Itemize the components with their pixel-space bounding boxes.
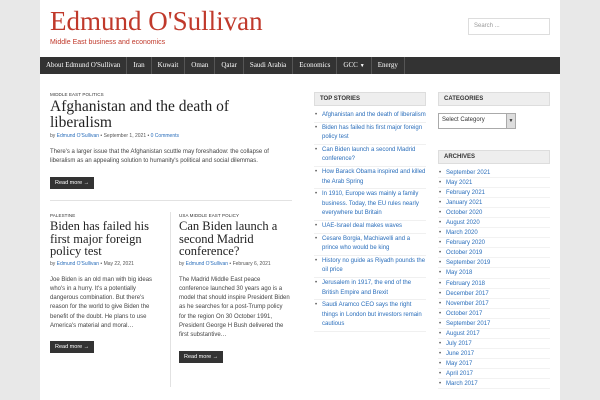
page bbox=[40, 0, 560, 400]
nav-item-gcc[interactable] bbox=[337, 57, 371, 74]
post-meta: by Edmund O'Sullivan • September 1, 2021 • 0 Comments bbox=[50, 133, 179, 139]
list-item[interactable]: • May 2018 bbox=[438, 268, 550, 278]
post-author[interactable]: Edmund O'Sullivan bbox=[56, 260, 100, 267]
list-item[interactable]: • Afghanistan and the death of liberalism bbox=[314, 110, 426, 123]
nav-item-kuwait[interactable]: Kuwait bbox=[152, 57, 186, 74]
read-more-button[interactable]: Read more → bbox=[50, 341, 94, 353]
post-meta: by Edmund O'Sullivan • May 22, 2021 bbox=[50, 260, 134, 267]
post-date: May 22, 2021 bbox=[103, 260, 134, 267]
list-item[interactable]: • March 2017 bbox=[438, 379, 550, 389]
widget-title: CATEGORIES bbox=[438, 92, 550, 106]
post-category[interactable]: PALESTINE bbox=[50, 213, 76, 218]
post-category[interactable]: USA MIDDLE EAST POLICY bbox=[179, 213, 240, 218]
list-item[interactable]: • September 2019 bbox=[438, 258, 550, 268]
nav-item-about[interactable]: About Edmund O'Sullivan bbox=[40, 57, 127, 74]
list-item[interactable]: • April 2017 bbox=[438, 369, 550, 379]
site-description: Middle East business and economics bbox=[50, 39, 166, 46]
post-meta: by Edmund O'Sullivan • February 6, 2021 bbox=[179, 260, 271, 267]
post-author[interactable]: Edmund O'Sullivan bbox=[185, 260, 229, 267]
nav-item-energy[interactable]: Energy bbox=[372, 57, 405, 74]
top-stories-widget bbox=[314, 92, 426, 332]
list-item[interactable]: • March 2020 bbox=[438, 228, 550, 238]
post-excerpt: Joe Biden is an old man with big ideas who's in a hurry. It's a potentially dangerous combination. But there's reason for the world to give Biden the benefit of the doubt. He plans to use America's material and moral… bbox=[50, 276, 153, 329]
nav-item-iran[interactable]: Iran bbox=[127, 57, 151, 74]
list-item[interactable]: • December 2017 bbox=[438, 289, 550, 299]
read-more-button[interactable]: Read more → bbox=[179, 351, 223, 363]
post-date: February 6, 2021 bbox=[232, 260, 271, 267]
read-more-button[interactable]: Read more → bbox=[50, 177, 94, 189]
nav-item-saudi-arabia[interactable]: Saudi Arabia bbox=[244, 57, 293, 74]
chevron-down-icon: ▼ bbox=[506, 114, 515, 128]
list-item[interactable]: • May 2021 bbox=[438, 178, 550, 188]
list-item[interactable]: • History no guide as Riyadh pounds the oil price bbox=[314, 256, 426, 278]
post-comments[interactable]: 0 Comments bbox=[150, 133, 179, 139]
post-author[interactable]: Edmund O'Sullivan bbox=[56, 133, 100, 139]
list-item[interactable]: • Can Biden launch a second Madrid conference? bbox=[314, 145, 426, 167]
divider bbox=[50, 200, 292, 201]
category-select[interactable] bbox=[438, 113, 516, 129]
categories-widget bbox=[438, 92, 550, 129]
list-item[interactable]: • September 2017 bbox=[438, 319, 550, 329]
list-item[interactable]: • Jerusalem in 1917, the end of the British Empire and Brexit bbox=[314, 278, 426, 300]
list-item[interactable]: • November 2017 bbox=[438, 299, 550, 309]
nav-item-gcc-label: GCC bbox=[343, 61, 358, 69]
site-title[interactable]: Edmund O'Sullivan bbox=[50, 6, 263, 36]
list-item[interactable]: • August 2020 bbox=[438, 218, 550, 228]
post-category[interactable]: MIDDLE EAST POLITICS bbox=[50, 92, 104, 97]
post-title[interactable]: Afghanistan and the death of liberalism bbox=[50, 98, 230, 131]
list-item[interactable]: • October 2020 bbox=[438, 208, 550, 218]
divider bbox=[170, 212, 171, 387]
post-excerpt: The Madrid Middle East peace conference launched 30 years ago is a model that should inspire President Biden as he searches for a post-Trump policy for the region On 30 October 1991, President George H Bush delivered the first substantive… bbox=[179, 276, 290, 339]
nav-item-economics[interactable]: Economics bbox=[293, 57, 337, 74]
widget-title: ARCHIVES bbox=[438, 150, 550, 164]
list-item[interactable]: • Saudi Aramco CEO says the right things in London but investors remain cautious bbox=[314, 300, 426, 332]
post-date: September 1, 2021 bbox=[103, 133, 147, 139]
list-item[interactable]: • February 2018 bbox=[438, 279, 550, 289]
list-item[interactable]: • Biden has failed his first major foreign policy test bbox=[314, 123, 426, 145]
archives-widget bbox=[438, 150, 550, 389]
list-item[interactable]: • September 2021 bbox=[438, 168, 550, 178]
widget-title: TOP STORIES bbox=[314, 92, 426, 106]
list-item[interactable]: • UAE-Israel deal makes waves bbox=[314, 221, 426, 234]
list-item[interactable]: • In 1910, Europe was mainly a family business. Today, the EU rules nearly everywhere but Britain bbox=[314, 189, 426, 221]
category-select-value: Select Category bbox=[442, 117, 485, 123]
list-item[interactable]: • June 2017 bbox=[438, 349, 550, 359]
post-item bbox=[179, 213, 291, 363]
archives-list bbox=[438, 168, 550, 389]
search-input[interactable]: Search ... bbox=[468, 18, 550, 35]
list-item[interactable]: • July 2017 bbox=[438, 339, 550, 349]
nav-item-qatar[interactable]: Qatar bbox=[215, 57, 244, 74]
list-item[interactable]: • May 2017 bbox=[438, 359, 550, 369]
post-title[interactable]: Biden has failed his first major foreign policy test bbox=[50, 219, 149, 258]
post-excerpt: There's a larger issue that the Afghanistan scuttle may foreshadow: the collapse of liberalism as an appealing solution to humanity's political and social dilemmas. bbox=[50, 149, 269, 165]
chevron-down-icon: ▼ bbox=[359, 64, 365, 69]
list-item[interactable]: • October 2017 bbox=[438, 309, 550, 319]
main-nav bbox=[40, 57, 560, 74]
post-title[interactable]: Can Biden launch a second Madrid conference? bbox=[179, 219, 278, 258]
list-item[interactable]: • January 2021 bbox=[438, 198, 550, 208]
nav-item-oman[interactable]: Oman bbox=[185, 57, 215, 74]
list-item[interactable]: • Cesare Borgia, Machiavelli and a prince who would be king bbox=[314, 234, 426, 256]
post-item bbox=[50, 213, 162, 353]
top-stories-list bbox=[314, 110, 426, 332]
post-featured bbox=[50, 92, 290, 189]
list-item[interactable]: • August 2017 bbox=[438, 329, 550, 339]
list-item[interactable]: • October 2019 bbox=[438, 248, 550, 258]
list-item[interactable]: • February 2021 bbox=[438, 188, 550, 198]
list-item[interactable]: • February 2020 bbox=[438, 238, 550, 248]
site-header bbox=[40, 0, 560, 58]
list-item[interactable]: • How Barack Obama inspired and killed the Arab Spring bbox=[314, 167, 426, 189]
